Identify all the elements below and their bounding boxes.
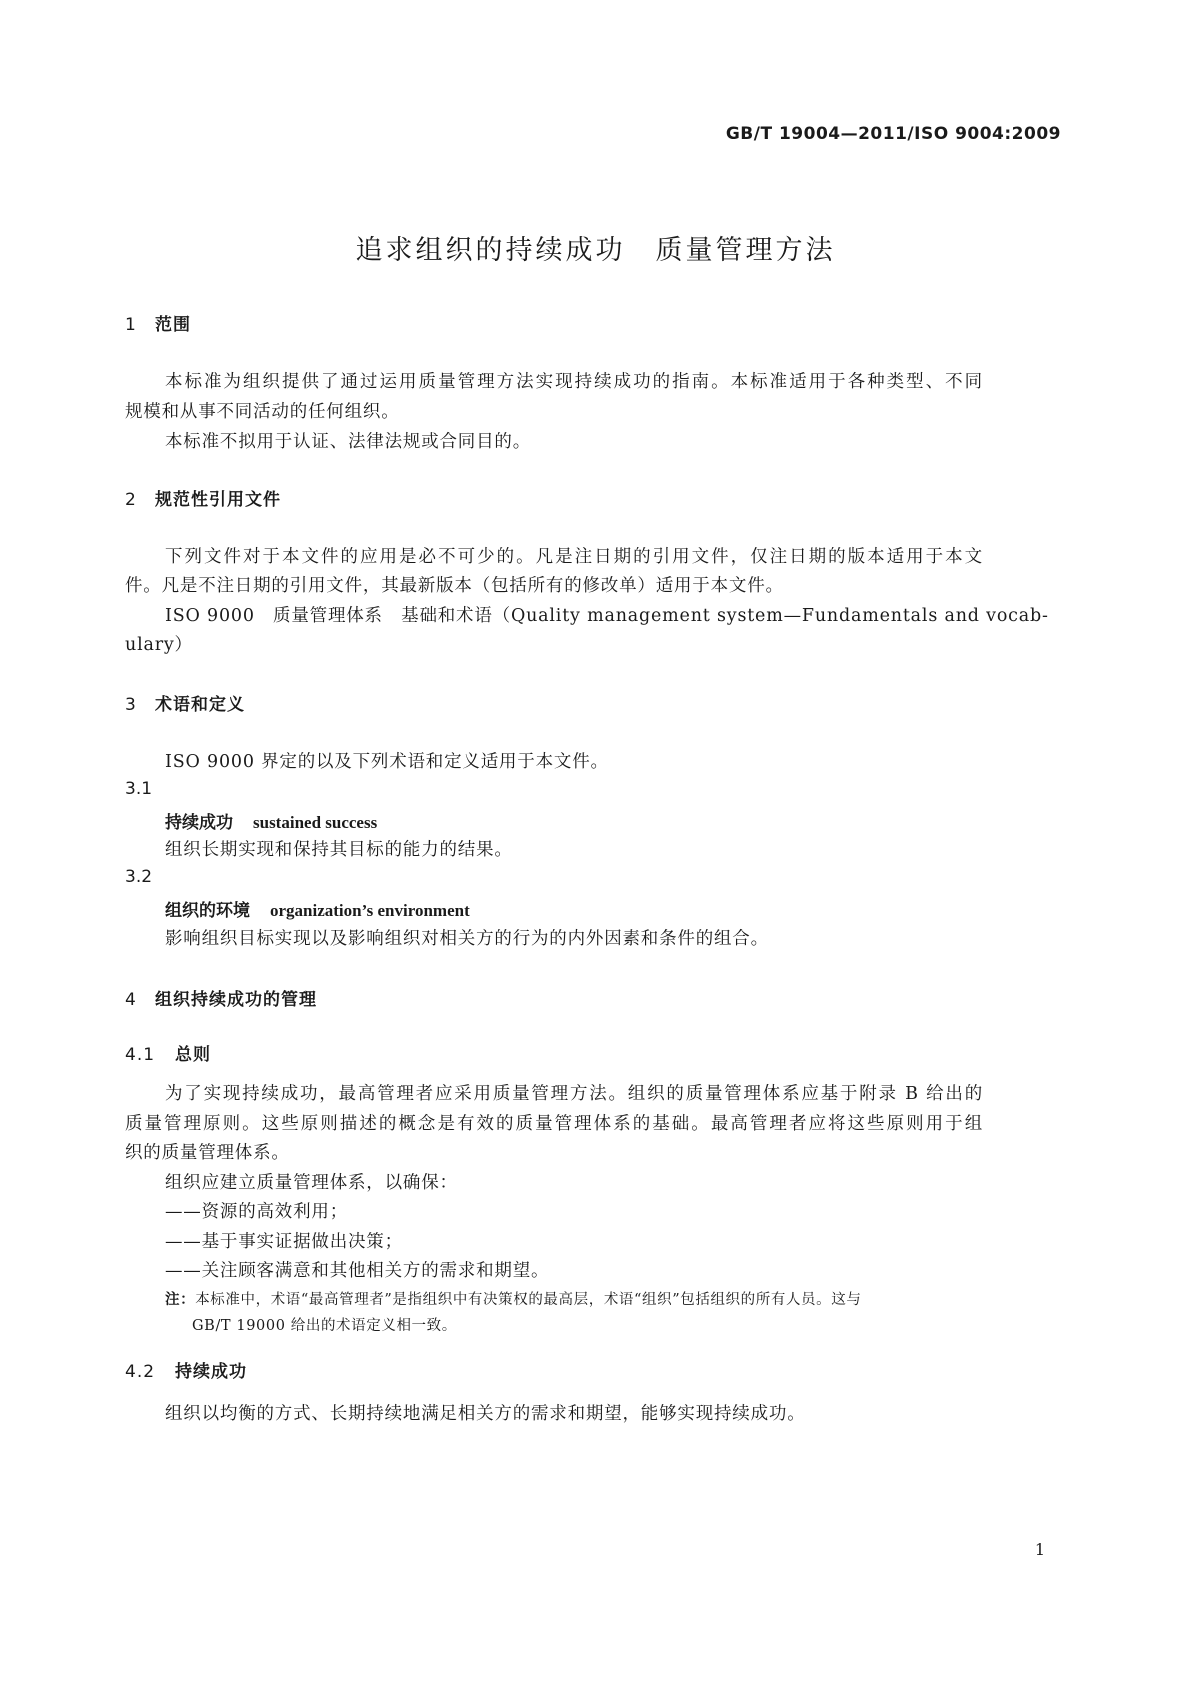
section-title: 术语和定义 — [155, 695, 245, 715]
term-en: organization’s environment — [270, 901, 470, 920]
paragraph: 组织以均衡的方式、长期持续地满足相关方的需求和期望，能够实现持续成功。 — [165, 1404, 806, 1424]
term-entry — [165, 808, 377, 833]
section-number: 1 — [125, 315, 137, 335]
term-number: 3.1 — [125, 779, 153, 799]
paragraph-line: 下列文件对于本文件的应用是必不可少的。凡是注日期的引用文件，仅注日期的版本适用于本文 — [165, 547, 983, 567]
section-title: 规范性引用文件 — [155, 490, 281, 510]
standard-number: GB/T 19004—2011/ISO 9004:2009 — [725, 124, 1061, 144]
section-title: 组织持续成功的管理 — [155, 990, 317, 1010]
normative-reference-line: ulary） — [125, 635, 193, 655]
paragraph-line: 规模和从事不同活动的任何组织。 — [125, 402, 400, 422]
note-label: 注： — [165, 1292, 196, 1308]
term-zh: 组织的环境 — [165, 901, 250, 921]
note-text-line: 本标准中，术语“最高管理者”是指组织中有决策权的最高层，术语“组织”包括组织的所有人员。这与 — [195, 1292, 862, 1308]
list-item: ——关注顾客满意和其他相关方的需求和期望。 — [165, 1261, 550, 1281]
page-number: 1 — [1034, 1540, 1045, 1559]
paragraph: 组织应建立质量管理体系，以确保： — [165, 1173, 458, 1193]
subsection-number: 4.2 — [125, 1362, 156, 1382]
term-definition: 影响组织目标实现以及影响组织对相关方的行为的内外因素和条件的组合。 — [165, 929, 769, 949]
section-4-heading — [125, 985, 317, 1010]
section-3-heading — [125, 690, 245, 715]
list-item: ——基于事实证据做出决策； — [165, 1232, 403, 1252]
paragraph-line: 为了实现持续成功，最高管理者应采用质量管理方法。组织的质量管理体系应基于附录 B 给出的 — [165, 1084, 983, 1104]
paragraph-line: 件。凡是不注日期的引用文件，其最新版本（包括所有的修改单）适用于本文件。 — [125, 576, 784, 596]
section-1-heading — [125, 310, 191, 335]
term-en: sustained success — [253, 813, 378, 832]
normative-reference-line: ISO 9000 质量管理体系 基础和术语（Quality management system—Fundamentals and vocab- — [165, 606, 1049, 626]
section-title: 范围 — [155, 315, 191, 335]
term-entry — [165, 896, 470, 921]
section-number: 3 — [125, 695, 137, 715]
paragraph-line: 本标准为组织提供了通过运用质量管理方法实现持续成功的指南。本标准适用于各种类型、不同 — [165, 372, 983, 392]
section-number: 2 — [125, 490, 137, 510]
term-number: 3.2 — [125, 867, 153, 887]
subsection-number: 4.1 — [125, 1045, 156, 1065]
paragraph: 本标准不拟用于认证、法律法规或合同目的。 — [165, 432, 531, 452]
paragraph-line: 质量管理原则。这些原则描述的概念是有效的质量管理体系的基础。最高管理者应将这些原则用于组 — [125, 1114, 983, 1134]
subsection-title: 总则 — [175, 1045, 211, 1065]
note — [165, 1288, 983, 1309]
term-zh: 持续成功 — [165, 813, 233, 833]
paragraph: ISO 9000 界定的以及下列术语和定义适用于本文件。 — [165, 752, 609, 772]
document-title: 追求组织的持续成功 质量管理方法 — [355, 235, 836, 266]
subsection-title: 持续成功 — [175, 1362, 247, 1382]
section-number: 4 — [125, 990, 137, 1010]
section-2-heading — [125, 485, 281, 510]
paragraph-line: 织的质量管理体系。 — [125, 1143, 290, 1163]
note-text-line: GB/T 19000 给出的术语定义相一致。 — [192, 1318, 457, 1334]
list-item: ——资源的高效利用； — [165, 1202, 348, 1222]
subsection-4-2-heading — [125, 1357, 247, 1382]
term-definition: 组织长期实现和保持其目标的能力的结果。 — [165, 840, 513, 860]
subsection-4-1-heading — [125, 1040, 211, 1065]
